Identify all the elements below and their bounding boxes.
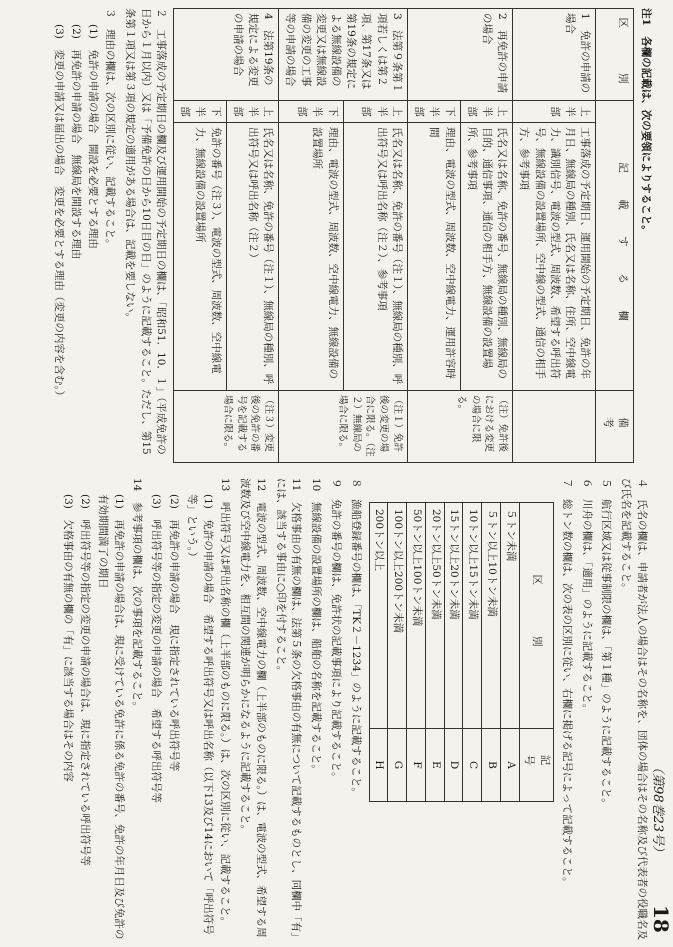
list-item: 11 欠格事由の有無の欄は、法第５条の欠格事由の有無について記載するものとし、同欄中「有」には、該当する事由に○印を付すること。 [274, 478, 303, 938]
paragraph-2: ２ 工事落成の予定期日の欄及び運用開始の予定期日の欄は、「昭和51．10．１」（平成免許の日から１月以内）又は「予備免許の日から10日目の日」のように記載すること。ただし、第15条第１項又は第３項の規定の適用がある場合は、記載を要しない。 [124, 8, 167, 455]
tonnage-range: 100トン以上200トン未満 [388, 503, 407, 729]
part-label: 上半部 [513, 101, 596, 123]
row-case: 4 法第19条の規定による変更の申請の場合 [173, 9, 278, 101]
tonnage-code: C [463, 729, 482, 802]
row-remark: （注）免許後における変更の場合に限る。 [407, 391, 512, 463]
tonnage-range: ５トン以上10トン未満 [482, 503, 501, 729]
tonnage-code: F [407, 729, 426, 802]
table-row [407, 503, 426, 802]
table-row [460, 9, 513, 463]
table-header-row [519, 503, 554, 802]
note-title: 注1 各欄の記載は、次の要領によりすること。 [640, 8, 652, 236]
list-item: (3) 欠格事由の有無の欄の「有」に該当する場合はその内容 [61, 494, 74, 782]
table-row [226, 9, 279, 463]
tonnage-code: H [369, 729, 388, 802]
issue-number: （第98巻23号） [650, 760, 665, 859]
part-label: 上半部 [226, 101, 279, 123]
tonnage-range: 15トン以上20トン未満 [444, 503, 463, 729]
tonnage-code: D [444, 729, 463, 802]
page-number: 18 [649, 905, 673, 933]
part-text: 氏名又は名称、免許の番号（注１）、無線局の種別、呼出符号又は呼出名称（注２）、参考事項 [343, 123, 407, 391]
header-code: 記 号 [519, 729, 554, 802]
part-text: 理由、電波の型式、周波数、空中線電力、無線設備の設置場所 [279, 123, 343, 391]
part-text: 理由、電波の型式、周波数、空中線電力、運用許容時間 [407, 123, 460, 391]
part-label: 上半部 [343, 101, 407, 123]
row-case: 2 再免許の申請の場合 [407, 9, 512, 101]
part-text: 工事落成の予定期日、運用開始の予定期日、免許の年月日、無線局の種別、氏名又は名称、住所、空中線電力、識別信号、電波の型式、周波数、希望する呼出符号、無線設備の設置場所、空中線の型式、通信の相手方、参考事項 [513, 123, 596, 391]
list-item: ６ 川舟の欄は、「適用」のように記載すること。 [580, 478, 593, 715]
fill-instructions-table [173, 8, 634, 473]
list-item: (2) 再免許の申請の場合 現に指定されている呼出符号等 [168, 494, 181, 772]
table-row [444, 503, 463, 802]
table-row [513, 9, 596, 463]
tonnage-code: G [388, 729, 407, 802]
list-item: ５ 航行区域又は従事制限の欄は、「第１種」のように記載すること。 [600, 478, 613, 809]
right-column [59, 478, 653, 940]
table-row [369, 503, 388, 802]
list-item: ４ 氏名の欄は、申請者が法人の場合はその名称を、団体の場合はその名称及び代表者の役職名及び氏名を記載すること。 [620, 478, 648, 940]
table-row [388, 503, 407, 802]
tonnage-range: 20トン以上50トン未満 [426, 503, 445, 729]
tonnage-range: ５トン未満 [501, 503, 520, 729]
header-case: 区 別 [596, 9, 633, 101]
paragraph-3: ３ 理由の欄は、次の区別に従い、記載すること。 [104, 8, 117, 250]
table-header-row [596, 9, 633, 463]
list-item: 13 呼出符号又は呼出名称の欄（上半部のものに限る。）は、次の区別に従い、記載すること。 [219, 478, 232, 928]
list-item: 12 電波の型式、周波数、空中線電力の欄（上半部のものに限る。）は、電波の型式、希望する周波数及び空中線電力を、相互間の関連が明らかになるように記載すること。 [239, 478, 267, 938]
table-row [426, 503, 445, 802]
row-remark: （注１）免許後の変更の場合に限る。（注２）無線局の場合に限る。 [279, 391, 408, 463]
part-text: 氏名又は名称、免許の番号（注１）、無線局の種別、呼出符号又は呼出名称（注２） [226, 123, 279, 391]
tonnage-code: B [482, 729, 501, 802]
part-label: 下半部 [279, 101, 343, 123]
list-item: (2) 呼出符号等の指定の変更の申請の場合は、現に指定されている呼出符号等 [79, 494, 92, 866]
tonnage-code: E [426, 729, 445, 802]
part-label: 下半部 [407, 101, 460, 123]
list-item: ８ 漁船登録番号の欄は、「TK２－1234」のように記載すること。 [349, 478, 362, 798]
list-item: 14 参考事項の欄は、次の事項を記載すること。 [130, 478, 143, 712]
table-row [463, 503, 482, 802]
list-item: (3) 呼出符号等の指定の変更の申請の場合 希望する呼出符号等 [150, 494, 163, 803]
tonnage-range: 200トン以上 [369, 503, 388, 729]
list-item: (2) 再免許の申請の場合 無線局を開設する理由 [69, 24, 82, 260]
row-remark [513, 391, 596, 463]
row-case: 3 法第９条第１項若しくは第２項、第17条又は第19条の規定による無線設備の変更又は無線設備の変更の工事等の申請の場合 [279, 9, 408, 101]
list-item: ７ 総トン数の欄は、次の表の区別に従い、右欄に掲げる記号によって記載すること。 [561, 478, 573, 888]
list-item: (1) 再免許の申請の場合は、現に受けている免許に係る免許の番号、免許の年月日及び免許の有効期間満了の期日 [97, 494, 125, 940]
row-case: 1 免許の申請の場合 [513, 9, 596, 101]
table-row [482, 503, 501, 802]
list-item: (3) 変更の申請又は届出の場合 変更を必要とする理由（変更の内容を含む。） [52, 24, 65, 402]
list-item: 10 無線設備の設置場所の欄は、船舶の名称を記載すること。 [310, 478, 323, 775]
tonnage-range: 50トン以上100トン未満 [407, 503, 426, 729]
part-label: 下半部 [173, 101, 226, 123]
list-item: (1) 免許の申請の場合 開設を必要とする理由 [87, 24, 99, 249]
header-fill: 記 載 す る 欄 [596, 101, 633, 391]
list-item: (1) 免許の申請の場合 希望する呼出符号又は呼出名称（以下13及び14において「呼出符号等」という。） [186, 494, 214, 935]
part-text: 免許の番号（注３）、電波の型式、周波数、空中線電力、無線設備の設置場所 [173, 123, 226, 391]
header-remark: 備 考 [596, 391, 633, 463]
tonnage-code: A [501, 729, 520, 802]
part-label: 上半部 [460, 101, 513, 123]
tonnage-range: 10トン以上15トン未満 [463, 503, 482, 729]
tonnage-table [369, 502, 555, 802]
table-row [501, 503, 520, 802]
left-column [50, 8, 653, 473]
header-range: 区 別 [519, 503, 554, 729]
part-text: 氏名又は名称、免許の番号、無線局の種別、無線局の目的、通信事項、通信の相手方、無線設備の設置場所、参考事項 [460, 123, 513, 391]
table-row [343, 9, 407, 463]
list-item: ９ 免許の番号の欄は、免許状の記載事項により記載すること。 [330, 478, 342, 783]
row-remark: （注３）変更後の免許の番号を記載する場合に限る。 [173, 391, 278, 463]
